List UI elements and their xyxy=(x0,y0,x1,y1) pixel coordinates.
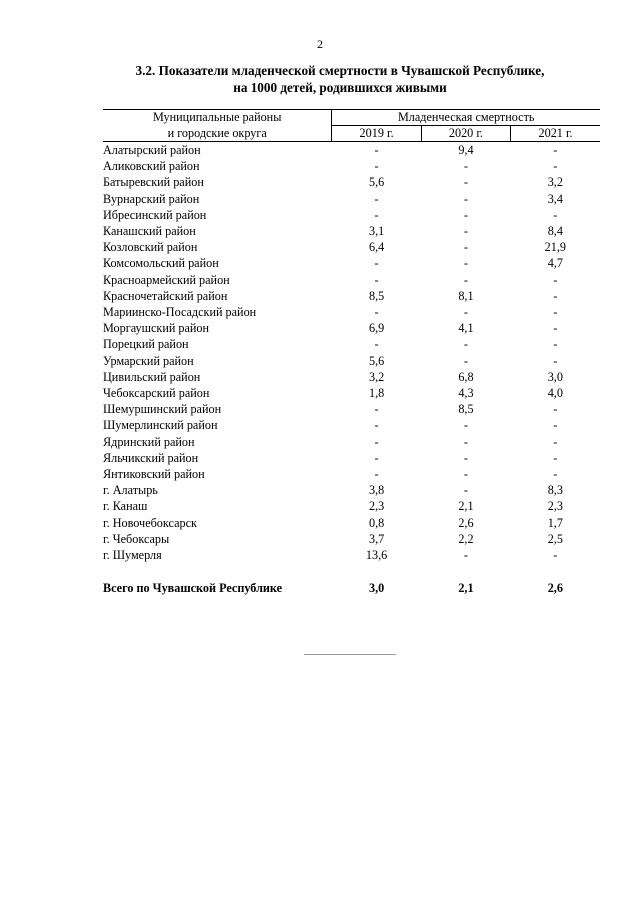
value-2019: - xyxy=(374,418,379,433)
table-title xyxy=(90,62,590,96)
value-2020: 2,2 xyxy=(458,531,474,546)
table-row xyxy=(103,417,600,433)
value-2020: - xyxy=(463,353,468,368)
value-2021: - xyxy=(553,143,558,157)
table-row xyxy=(103,320,600,336)
value-2019: 6,4 xyxy=(368,240,385,255)
row-name: Аликовский район xyxy=(103,159,200,174)
value-2019: - xyxy=(374,191,379,206)
table-row xyxy=(103,498,600,514)
value-2021: - xyxy=(553,548,558,563)
value-2019: 5,6 xyxy=(368,175,385,190)
value-2019: 3,1 xyxy=(368,224,385,239)
row-name: Цивильский район xyxy=(103,369,201,384)
row-name: Шумерлинский район xyxy=(103,418,218,433)
value-2020: - xyxy=(463,467,468,482)
row-name: Чебоксарский район xyxy=(103,386,210,401)
row-name: Вурнарский район xyxy=(103,191,200,206)
value-2020: - xyxy=(463,159,468,174)
table-row xyxy=(103,450,600,466)
value-2021: 3,4 xyxy=(547,191,563,206)
value-2019: 2,3 xyxy=(368,499,385,514)
row-name: Канашский район xyxy=(103,224,196,239)
value-2020: 2,6 xyxy=(458,515,474,530)
row-name: Моргаушский район xyxy=(103,321,210,336)
infant-mortality-table xyxy=(103,109,600,597)
value-2019: 3,7 xyxy=(368,531,385,546)
table-row xyxy=(103,482,600,498)
table-row xyxy=(103,207,600,223)
value-2019: 8,5 xyxy=(368,288,385,303)
value-2019: 3,2 xyxy=(368,369,385,384)
value-2020: - xyxy=(463,224,468,239)
value-2020: - xyxy=(463,305,468,320)
value-2020: - xyxy=(463,256,468,271)
row-name: Янтиковский район xyxy=(103,467,205,482)
table-row xyxy=(103,385,600,401)
row-name: Алатырский район xyxy=(103,143,201,157)
value-2020: - xyxy=(463,548,468,563)
footer-divider xyxy=(304,654,396,655)
value-2019: - xyxy=(374,434,379,449)
value-2021: - xyxy=(553,353,558,368)
row-name: Мариинско-Посадский район xyxy=(103,305,257,320)
value-2019: 0,8 xyxy=(368,515,385,530)
value-2021: - xyxy=(553,402,558,417)
row-name: Комсомольский район xyxy=(103,256,219,271)
row-name: г. Канаш xyxy=(103,499,148,514)
header-year-2021: 2021 г. xyxy=(511,126,600,142)
table-row xyxy=(103,255,600,271)
value-2021: - xyxy=(553,434,558,449)
total-name: Всего по Чувашской Республике xyxy=(103,581,283,596)
value-2020: 2,1 xyxy=(458,499,474,514)
value-2021: 8,3 xyxy=(547,483,563,498)
table-row xyxy=(103,191,600,207)
value-2019: - xyxy=(374,467,379,482)
value-2021: - xyxy=(553,207,558,222)
table-title-line-2: на 1000 детей, родившихся живыми xyxy=(233,80,447,95)
table-row xyxy=(103,353,600,369)
header-municipality-line-2: и городские округа xyxy=(103,126,332,142)
row-name: Ибресинский район xyxy=(103,207,207,222)
value-2020: - xyxy=(463,175,468,190)
total-2021: 2,6 xyxy=(547,581,563,596)
value-2021: 2,3 xyxy=(547,499,563,514)
value-2019: 13,6 xyxy=(365,548,388,563)
row-name: г. Шумерля xyxy=(103,548,162,563)
value-2021: - xyxy=(553,159,558,174)
value-2021: - xyxy=(553,272,558,287)
value-2019: 3,8 xyxy=(368,483,385,498)
value-2019: - xyxy=(374,207,379,222)
value-2020: 6,8 xyxy=(458,369,474,384)
value-2019: - xyxy=(374,143,379,157)
page-number: 2 xyxy=(317,37,323,51)
value-2021: 4,0 xyxy=(547,386,563,401)
row-name: Батыревский район xyxy=(103,175,204,190)
table-row xyxy=(103,304,600,320)
table-row xyxy=(103,369,600,385)
header-year-2019: 2019 г. xyxy=(332,126,421,142)
header-municipality-line-1: Муниципальные районы xyxy=(103,110,332,126)
total-2020: 2,1 xyxy=(458,581,474,596)
value-2020: 9,4 xyxy=(458,143,474,157)
row-name: г. Новочебоксарск xyxy=(103,515,197,530)
spacer-row xyxy=(103,563,600,579)
value-2020: 8,1 xyxy=(458,288,474,303)
value-2021: 8,4 xyxy=(547,224,563,239)
value-2021: 1,7 xyxy=(547,515,563,530)
table-row xyxy=(103,531,600,547)
table-body xyxy=(103,142,600,598)
value-2020: - xyxy=(463,418,468,433)
table-row xyxy=(103,272,600,288)
value-2019: 6,9 xyxy=(368,321,385,336)
spacer-cell xyxy=(103,563,600,579)
value-2021: 21,9 xyxy=(544,240,566,255)
table-row xyxy=(103,515,600,531)
table-row xyxy=(103,466,600,482)
value-2019: - xyxy=(374,402,379,417)
value-2019: - xyxy=(374,305,379,320)
table-title-line-1: 3.2. Показатели младенческой смертности в Чувашской Республике, xyxy=(135,63,545,78)
row-name: Ядринский район xyxy=(103,434,195,449)
value-2020: - xyxy=(463,337,468,352)
value-2019: 1,8 xyxy=(368,386,385,401)
value-2019: - xyxy=(374,159,379,174)
value-2021: 3,2 xyxy=(547,175,563,190)
row-name: Порецкий район xyxy=(103,337,189,352)
value-2020: - xyxy=(463,207,468,222)
value-2020: - xyxy=(463,272,468,287)
value-2020: 8,5 xyxy=(458,402,474,417)
value-2021: - xyxy=(553,337,558,352)
value-2021: - xyxy=(553,467,558,482)
value-2021: - xyxy=(553,288,558,303)
value-2021: - xyxy=(553,321,558,336)
row-name: г. Чебоксары xyxy=(103,531,170,546)
table-row xyxy=(103,401,600,417)
row-name: Красноармейский район xyxy=(103,272,230,287)
row-name: Шемуршинский район xyxy=(103,402,222,417)
value-2021: - xyxy=(553,305,558,320)
header-infant-mortality: Младенческая смертность xyxy=(332,110,600,126)
table-row xyxy=(103,288,600,304)
table-row xyxy=(103,239,600,255)
value-2021: 2,5 xyxy=(547,531,563,546)
value-2019: - xyxy=(374,272,379,287)
total-2019: 3,0 xyxy=(368,581,385,596)
value-2021: 3,0 xyxy=(547,369,563,384)
value-2020: - xyxy=(463,240,468,255)
value-2020: - xyxy=(463,434,468,449)
row-name: г. Алатырь xyxy=(103,483,158,498)
value-2021: - xyxy=(553,418,558,433)
table-row xyxy=(103,336,600,352)
value-2020: - xyxy=(463,450,468,465)
value-2019: - xyxy=(374,256,379,271)
value-2020: - xyxy=(463,483,468,498)
table-row xyxy=(103,142,600,159)
total-row xyxy=(103,579,600,597)
value-2021: - xyxy=(553,450,558,465)
row-name: Яльчикский район xyxy=(103,450,199,465)
row-name: Красночетайский район xyxy=(103,288,228,303)
table-row xyxy=(103,223,600,239)
table-row xyxy=(103,174,600,190)
table-row xyxy=(103,547,600,563)
value-2019: - xyxy=(374,337,379,352)
value-2020: 4,3 xyxy=(458,386,474,401)
value-2019: - xyxy=(374,450,379,465)
row-name: Урмарский район xyxy=(103,353,194,368)
value-2020: 4,1 xyxy=(458,321,474,336)
value-2021: 4,7 xyxy=(547,256,563,271)
row-name: Козловский район xyxy=(103,240,198,255)
value-2020: - xyxy=(463,191,468,206)
table-row xyxy=(103,158,600,174)
value-2019: 5,6 xyxy=(368,353,385,368)
table-row xyxy=(103,434,600,450)
header-year-2020: 2020 г. xyxy=(421,126,510,142)
